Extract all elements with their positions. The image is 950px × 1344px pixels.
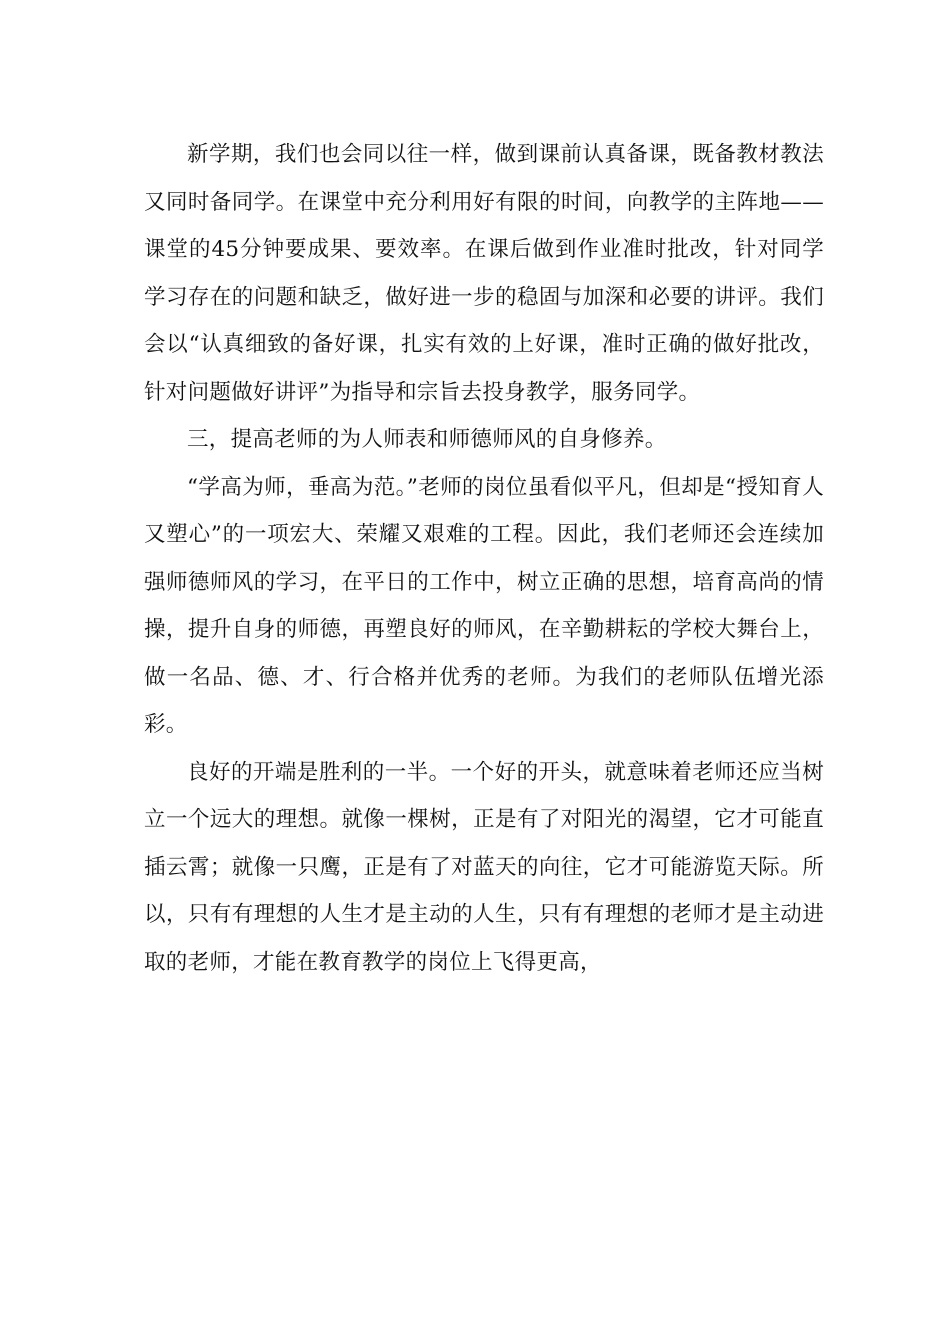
- paragraph-teacher-ethics: “学高为师，垂高为范。”老师的岗位虽看似平凡，但却是“授知育人又塑心”的一项宏大、荣耀又艰难的工程。因此，我们老师还会连续加强师德师风的学习，在平日的工作中，树立正确的思想，培育高尚的情操，提升自身的师德，再塑良好的师风，在辛勤耕耘的学校大舞台上，做一名品、德、才、行合格并优秀的老师。为我们的老师队伍增光添彩。: [144, 474, 824, 737]
- section-heading-three: 三，提高老师的为人师表和师德师风的自身修养。: [187, 427, 667, 452]
- paragraph-preparation: 新学期，我们也会同以往一样，做到课前认真备课，既备教材教法又同时备同学。在课堂中充分利用好有限的时间，向教学的主阵地——课堂的45分钟要成果、要效率。在课后做到作业准时批改，针对同学学习存在的问题和缺乏，做好进一步的稳固与加深和必要的讲评。我们会以“认真细致的备好课，扎实有效的上好课，准时正确的做好批改，针对问题做好讲评”为指导和宗旨去投身教学，服务同学。: [144, 142, 824, 405]
- paragraph-good-beginning: 良好的开端是胜利的一半。一个好的开头，就意味着老师还应当树立一个远大的理想。就像一棵树，正是有了对阳光的渴望，它才可能直插云霄；就像一只鹰，正是有了对蓝天的向往，它才可能游览天际。所以，只有有理想的人生才是主动的人生，只有有理想的老师才是主动进取的老师，才能在教育教学的岗位上飞得更高，: [144, 759, 824, 975]
- document-body: [144, 131, 824, 986]
